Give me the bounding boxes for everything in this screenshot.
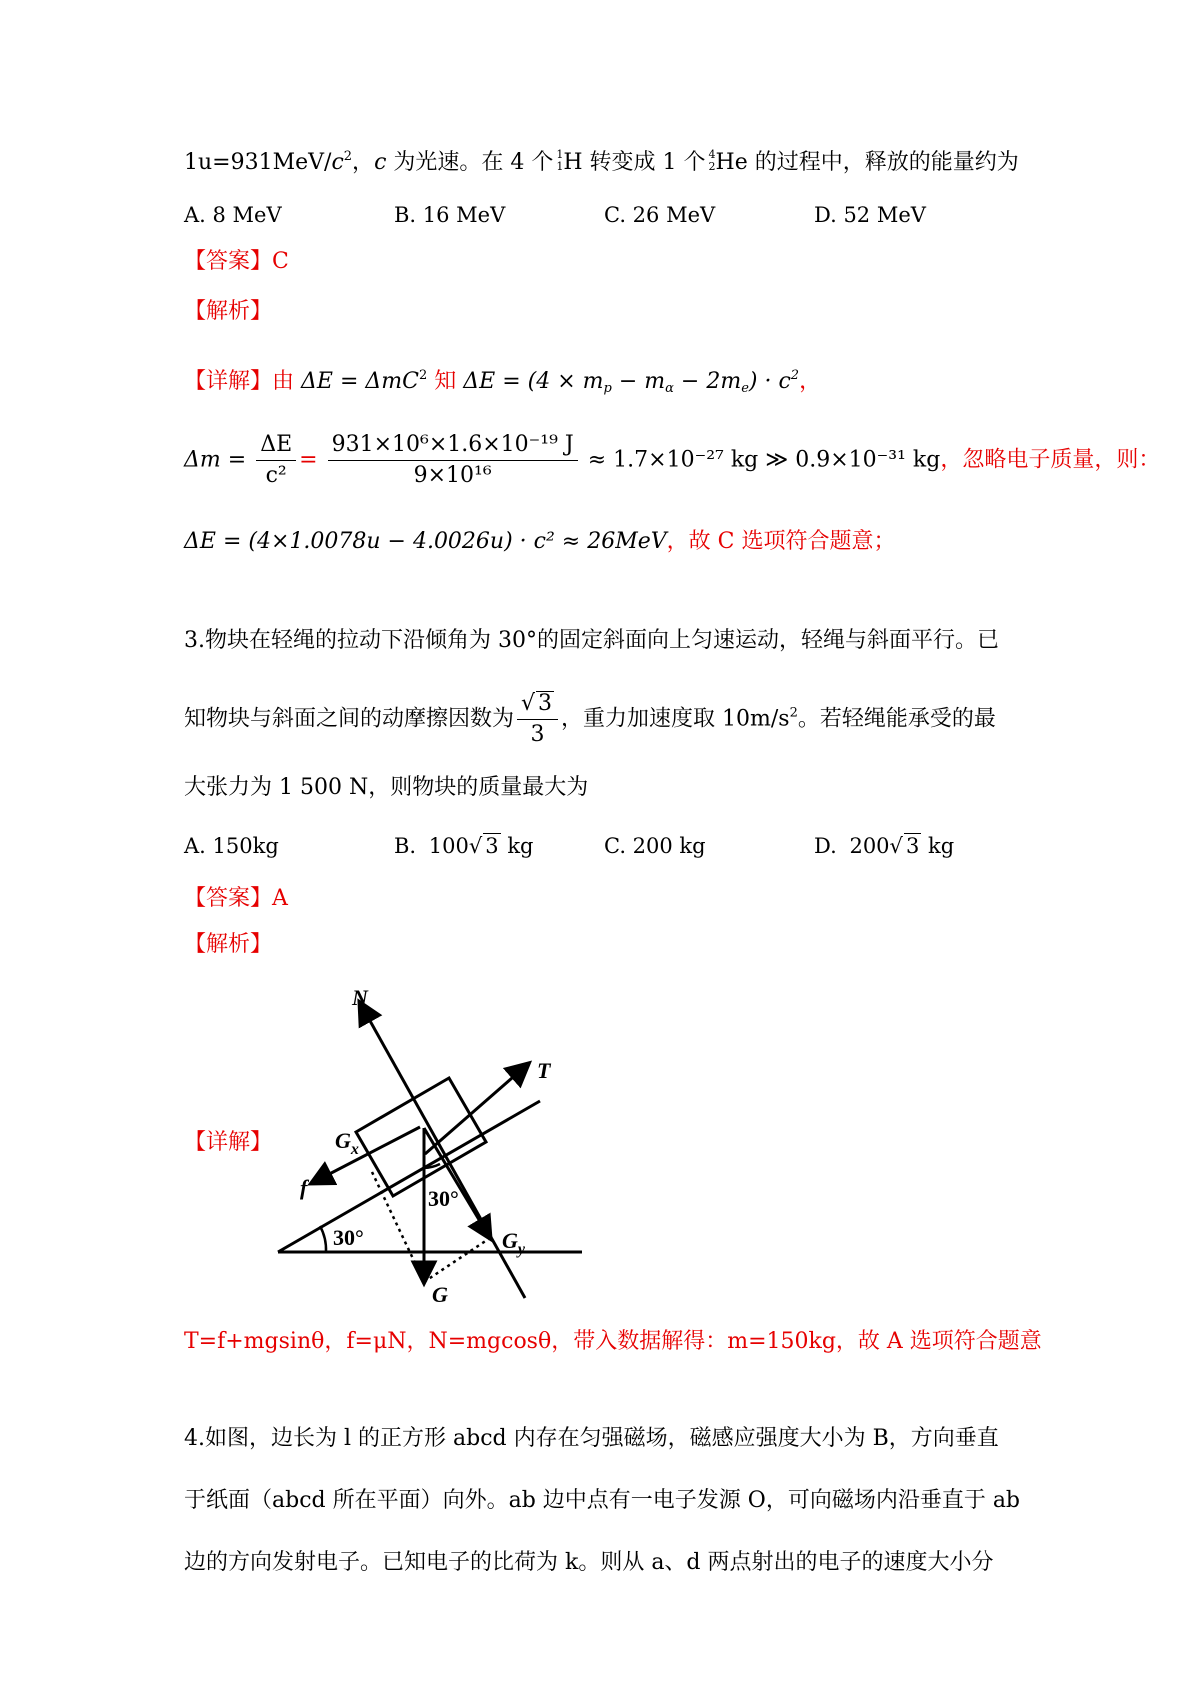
label-G: G	[432, 1282, 448, 1307]
q2-option-d: D. 52 MeV	[814, 203, 926, 227]
label-Gy: $G_y$	[502, 1228, 525, 1258]
label-Gx: $G_x$	[335, 1128, 359, 1158]
label-N: N	[352, 985, 368, 1010]
option-coefficient: 100	[428, 834, 469, 858]
speed-of-light-symbol: c	[331, 150, 344, 175]
charge-number: 1	[556, 160, 564, 173]
label-f: f	[300, 1175, 308, 1200]
q2-stem-text: ，	[352, 150, 375, 175]
detail-connector: 由	[272, 369, 295, 394]
q3-option-a: A. 150kg	[184, 834, 279, 858]
mass-number: 1	[556, 148, 564, 161]
gx-projection-dotted	[372, 1172, 424, 1282]
punctuation: ，	[799, 369, 822, 394]
option-coefficient: 200	[849, 834, 890, 858]
denominator: 3	[530, 722, 545, 747]
denominator: 9×10¹⁶	[413, 463, 492, 488]
incline-surface	[278, 1101, 540, 1252]
option-unit: kg	[500, 834, 534, 858]
energy-expression-part: − m	[611, 369, 666, 394]
energy-expression-part: − 2m	[673, 369, 742, 394]
numerator: 931×10⁶×1.6×10⁻¹⁹ J	[328, 430, 578, 461]
q2-stem-text: 1u=931MeV/	[184, 150, 332, 175]
q2-option-a: A. 8 MeV	[184, 203, 282, 227]
q3-result	[184, 1327, 1042, 1357]
incline-angle-arc	[320, 1226, 326, 1252]
q2-option-c: C. 26 MeV	[604, 203, 716, 227]
q3-option-b: B. 100√ 3 kg	[394, 834, 534, 858]
energy-expression-part: ) · c	[748, 369, 791, 394]
radicand: 3	[485, 834, 499, 858]
exponent: 2	[343, 149, 353, 164]
exponent: 2	[789, 705, 798, 721]
charge-number: 2	[708, 160, 716, 173]
q2-detail-heading: 【详解】	[184, 369, 273, 394]
q2-answer: 【答案】C	[184, 249, 289, 274]
label-T: T	[537, 1058, 551, 1083]
tension-arrow	[425, 1064, 528, 1154]
normal-force-arrow	[360, 1003, 525, 1298]
q2-analysis-heading: 【解析】	[184, 299, 273, 324]
q3-option-c: C. 200 kg	[604, 834, 706, 858]
mass-defect-result: ≈ 1.7×10⁻²⁷ kg ≫ 0.9×10⁻³¹ kg	[587, 447, 941, 473]
energy-expression-part: ΔE = (4 × m	[463, 369, 604, 394]
hydrogen-symbol: H	[563, 150, 583, 175]
q3-stem-line-3: 大张力为 1 500 N，则物块的质量最大为	[184, 775, 589, 800]
detail-connector: 知	[434, 369, 457, 394]
speed-of-light-symbol: c	[374, 150, 387, 175]
helium-symbol: He	[715, 150, 748, 175]
label-angle-gy: 30°	[428, 1186, 459, 1211]
q3-stem-text: 知物块与斜面之间的动摩擦因数为	[184, 706, 515, 732]
q3-detail-heading: 【详解】	[184, 1130, 273, 1155]
mass-defect-note: ，忽略电子质量，则：	[940, 447, 1161, 473]
exponent: 2	[418, 368, 428, 383]
q2-option-b: B. 16 MeV	[394, 203, 506, 227]
energy-result-note: ，故 C 选项符合题意；	[666, 529, 896, 554]
q2-stem-text: 为光速。在 4 个	[386, 150, 554, 175]
q2-stem-text: 转变成 1 个	[582, 150, 706, 175]
q4-stem-line-3: 边的方向发射电子。已知电子的比荷为 k。则从 a、d 两点射出的电子的速度大小分	[184, 1550, 994, 1575]
q4-stem-line-2: 于纸面（abcd 所在平面）向外。ab 边中点有一电子发源 O，可向磁场内沿垂直于 ab	[184, 1488, 1021, 1513]
radicand: 3	[905, 834, 920, 858]
equals-sign: =	[299, 447, 318, 473]
denominator: c²	[265, 463, 287, 488]
q3-answer: 【答案】A	[184, 886, 288, 911]
label-angle-incline: 30°	[333, 1225, 364, 1250]
q2-stem-text: 的过程中，释放的能量约为	[747, 150, 1019, 175]
mass-defect-lhs: Δm =	[184, 447, 247, 473]
option-unit: kg	[921, 834, 955, 858]
energy-expression: $\Delta E = (4 \times m_p - m_\alpha - 2m_e) \cdot c^2$	[463, 368, 800, 396]
option-label: B.	[394, 834, 417, 858]
option-label: D.	[814, 834, 837, 858]
q3-stem-text: ，重力加速度取 10m/s	[561, 706, 790, 732]
gy-projection-dotted	[424, 1238, 490, 1282]
q3-stem-text: 。若轻绳能承受的最	[797, 706, 996, 732]
friction-arrow	[312, 1127, 420, 1183]
energy-result-equation: ΔE = (4×1.0078u − 4.0026u) · c² ≈ 26MeV	[184, 529, 667, 554]
q4-stem-line-1: 4.如图，边长为 l 的正方形 abcd 内存在匀强磁场，磁感应强度大小为 B，方向垂直	[184, 1426, 999, 1451]
q3-stem-line-1: 3.物块在轻绳的拉动下沿倾角为 30°的固定斜面向上匀速运动，轻绳与斜面平行。已	[184, 628, 999, 653]
q3-analysis-heading: 【解析】	[184, 932, 273, 957]
numerator: ΔE	[256, 430, 296, 461]
numerator: √ 3	[517, 689, 558, 720]
mass-energy-equation: ΔE = ΔmC	[301, 369, 419, 394]
mass-number: 4	[708, 148, 716, 161]
radicand: 3	[538, 691, 553, 716]
q3-result-text: T=f+mgsinθ，f=μN，N=mgcosθ，带入数据解得：m=150kg，故 A 选项符合题意	[184, 1329, 1042, 1354]
q3-option-d: D. 200√ 3 kg	[814, 834, 955, 858]
